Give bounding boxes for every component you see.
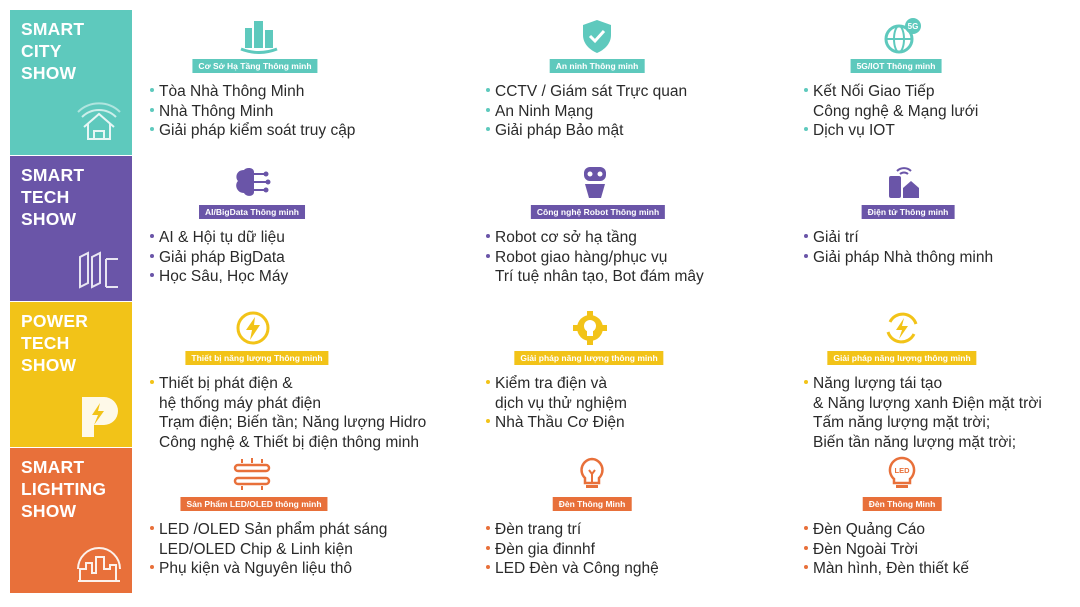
category-tag: 5G/IOT Thông minh (851, 59, 942, 73)
smart-tech-banner (10, 156, 132, 301)
item-list (486, 228, 786, 287)
column-robot (486, 156, 786, 301)
globe-5g-icon (883, 18, 923, 54)
item-list (804, 82, 1080, 141)
category-tag: Điện tử Thông minh (862, 205, 955, 219)
column-electronics (804, 156, 1080, 301)
lightning-bolt-icon (233, 310, 273, 346)
list-item: Giải trí (804, 228, 1080, 248)
list-item: Công nghệ & Thiết bị điện thông minh (159, 433, 419, 451)
item-list (804, 374, 1080, 452)
list-item: AI & Hội tụ dữ liệu (150, 228, 450, 248)
category-tag: Cơ Sở Hạ Tầng Thông minh (192, 59, 317, 73)
tech-panels-icon (76, 247, 122, 293)
list-item: Học Sâu, Học Máy (150, 267, 450, 287)
city-skyline-icon (76, 539, 122, 585)
smart-tech-row (0, 156, 1080, 301)
list-item: hệ thống máy phát điện (159, 394, 322, 412)
list-item: Phụ kiện và Nguyên liệu thô (150, 559, 450, 579)
list-item: Đèn gia đinnhf (486, 540, 786, 560)
list-item: Giải pháp Bảo mật (486, 121, 786, 141)
power-tech-row (0, 302, 1080, 451)
smart-city-row (0, 10, 1080, 155)
column-renewable (804, 302, 1080, 451)
item-list (150, 374, 450, 452)
power-tech-banner (10, 302, 132, 447)
column-infrastructure (150, 10, 450, 155)
category-tag: Giải pháp năng lượng thông minh (514, 351, 663, 365)
column-ai-bigdata (150, 156, 450, 301)
led-bulb-icon (882, 456, 922, 492)
category-tag: AI/BigData Thông minh (199, 205, 305, 219)
list-item: LED Đèn và Công nghệ (486, 559, 786, 579)
led-tube-icon (232, 456, 272, 492)
category-tag: Đèn Thông Minh (553, 497, 632, 511)
category-tag: Công nghệ Robot Thông minh (531, 205, 665, 219)
list-item: Đèn Quảng Cáo (804, 520, 1080, 540)
list-item: Nhà Thông Minh (150, 102, 450, 122)
power-plug-icon (76, 393, 122, 439)
category-tag: Sản Phẩm LED/OLED thông minh (180, 497, 327, 511)
list-item: CCTV / Giám sát Trực quan (486, 82, 786, 102)
column-smart-lights-2 (804, 448, 1080, 593)
list-item: Trạm điện; Biến tần; Năng lượng Hidro (159, 414, 427, 431)
item-list (804, 228, 1080, 267)
list-item: Robot giao hàng/phục vụ (486, 248, 786, 268)
svg-text:5G: 5G (907, 22, 919, 31)
list-item: Giải pháp kiểm soát truy cập (150, 121, 450, 141)
shield-check-icon (577, 18, 617, 54)
item-list (804, 520, 1080, 579)
category-tag: Thiết bị năng lượng Thông minh (185, 351, 328, 365)
column-energy-solutions (486, 302, 786, 447)
item-list (150, 520, 450, 579)
banner-title: SMART CITY SHOW (21, 19, 85, 83)
category-tag: Đèn Thông Minh (863, 497, 942, 511)
svg-text:LED: LED (894, 466, 910, 475)
list-item: Giải pháp Nhà thông minh (804, 248, 1080, 268)
category-tag: Giải pháp năng lượng thông minh (827, 351, 976, 365)
list-item: Trí tuệ nhân tạo, Bot đám mây (495, 268, 704, 285)
banner-title: SMART TECH SHOW (21, 165, 85, 229)
list-item: Kiểm tra điện và (486, 374, 786, 394)
list-item: LED/OLED Chip & Linh kiện (159, 540, 353, 558)
column-5g-iot (804, 10, 1080, 155)
column-security (486, 10, 786, 155)
smart-lighting-banner (10, 448, 132, 593)
city-buildings-icon (239, 18, 279, 54)
list-item: Nhà Thầu Cơ Điện (486, 413, 786, 433)
renewable-energy-icon (882, 310, 922, 346)
list-item: LED /OLED Sản phẩm phát sáng (150, 520, 450, 540)
column-energy-devices (150, 302, 450, 451)
list-item: Đèn trang trí (486, 520, 786, 540)
list-item: & Năng lượng xanh Điện mặt trời (813, 394, 1042, 412)
item-list (486, 520, 786, 579)
category-tag: An ninh Thông minh (550, 59, 645, 73)
list-item: Dịch vụ IOT (804, 121, 1080, 141)
gear-bulb-icon (570, 310, 610, 346)
list-item: Robot cơ sở hạ tầng (486, 228, 786, 248)
list-item: An Ninh Mạng (486, 102, 786, 122)
smart-device-home-icon (883, 164, 923, 200)
list-item: Kết Nối Giao Tiếp (804, 82, 1080, 102)
ai-brain-icon (232, 164, 272, 200)
list-item: Công nghệ & Mạng lưới (813, 102, 979, 120)
robot-icon (575, 164, 615, 200)
column-led-oled-products (150, 448, 450, 593)
smart-city-banner (10, 10, 132, 155)
column-smart-lights (486, 448, 786, 593)
item-list (486, 82, 786, 141)
list-item: Năng lượng tái tạo (804, 374, 1080, 394)
list-item: Tấm năng lượng mặt trời; (813, 414, 991, 431)
item-list (150, 82, 450, 141)
item-list (150, 228, 450, 287)
item-list (486, 374, 786, 433)
list-item: Tòa Nhà Thông Minh (150, 82, 450, 102)
list-item: dịch vụ thử nghiệm (495, 394, 627, 412)
list-item: Màn hình, Đèn thiết kế (804, 559, 1080, 579)
light-bulb-icon (572, 456, 612, 492)
banner-title: SMART LIGHTING SHOW (21, 457, 107, 521)
smart-home-wifi-icon (76, 101, 122, 147)
list-item: Biến tần năng lượng mặt trời; (813, 433, 1017, 451)
banner-title: POWER TECH SHOW (21, 311, 89, 375)
list-item: Thiết bị phát điện & (150, 374, 450, 394)
list-item: Giải pháp BigData (150, 248, 450, 268)
smart-lighting-row (0, 448, 1080, 593)
list-item: Đèn Ngoài Trời (804, 540, 1080, 560)
